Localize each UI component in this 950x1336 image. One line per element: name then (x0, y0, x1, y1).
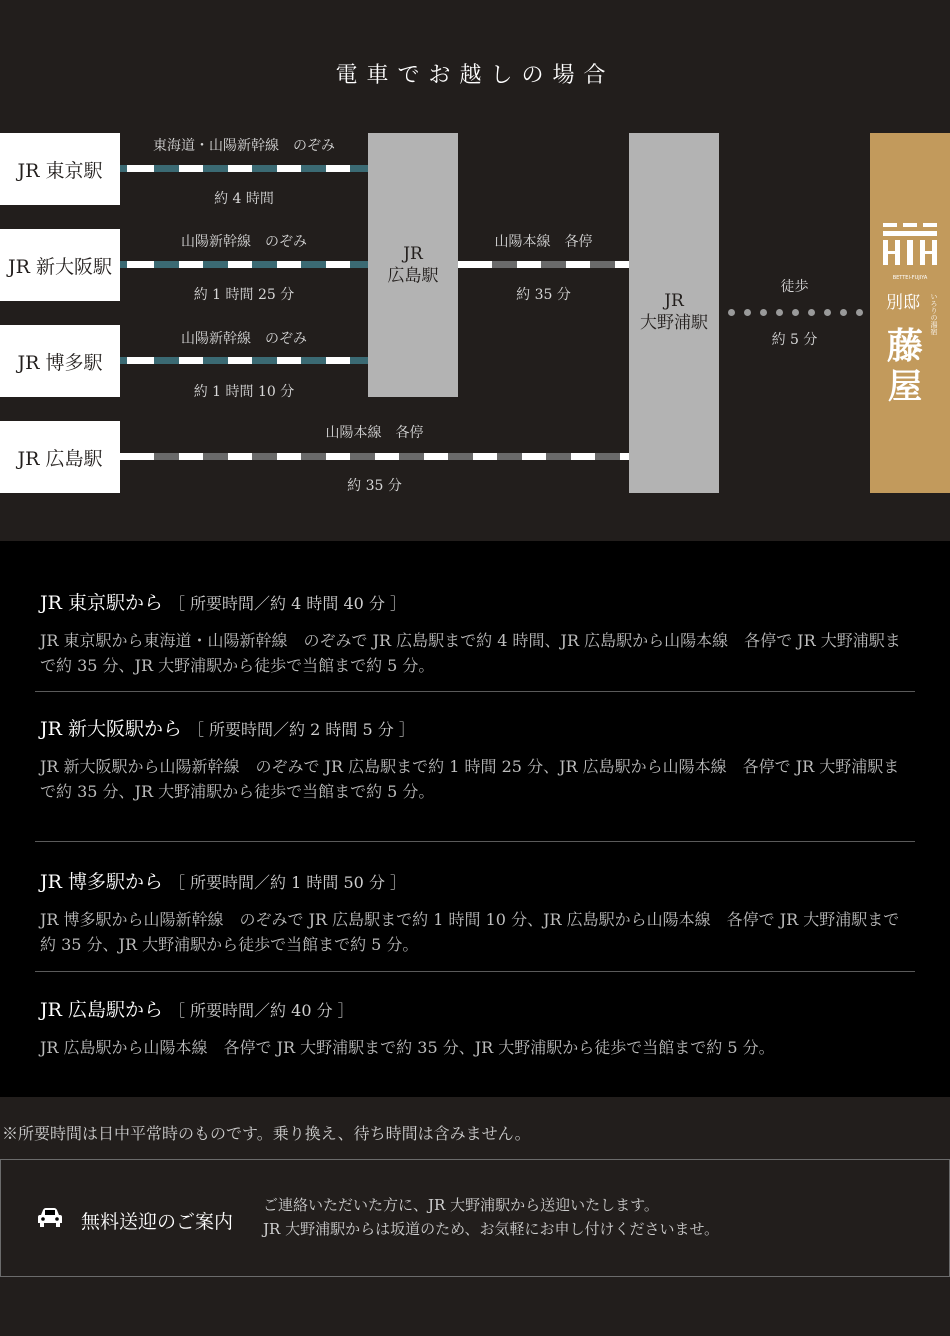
route-from: JR 新大阪駅から (40, 718, 182, 740)
segment-label-time: 約 35 分 (516, 287, 571, 303)
hub-hiroshima-line2: 広島駅 (387, 266, 439, 286)
route-description: JR 広島駅から山陽本線 各停で JR 大野浦駅まで約 35 分、JR 大野浦駅から徒歩で当館まで約 5 分。 (40, 1038, 775, 1057)
segment-label-time: 約 1 時間 25 分 (193, 287, 295, 303)
hotel-emblem-icon (870, 133, 950, 493)
route-description: JR 新大阪駅から山陽新幹線 のぞみで JR 広島駅まで約 1 時間 25 分、JR 広島駅から山陽本線 各停で JR 大野浦駅まで約 35 分、JR 大野浦駅から徒歩で当館まで約 5 分。 (40, 757, 900, 801)
segment-label-line: 山陽新幹線 のぞみ (181, 331, 307, 347)
hotel-name-ya: 屋 (888, 367, 922, 407)
rail-local (458, 261, 629, 268)
hub-onoura-line1: JR (664, 291, 684, 311)
origin-shin-osaka: JR 新大阪駅 (0, 229, 120, 301)
walk-path-dots (719, 309, 870, 317)
route-heading (40, 588, 406, 615)
segment-label-line: 東海道・山陽新幹線 のぞみ (153, 138, 335, 154)
route-from: JR 博多駅から (40, 871, 163, 893)
hotel-prefix: 別邸 (886, 293, 920, 313)
hub-hiroshima-line1: JR (403, 244, 423, 264)
origin-hakata: JR 博多駅 (0, 325, 120, 397)
segment-label-line: 山陽本線 各停 (494, 234, 593, 250)
walk-time: 約 5 分 (771, 332, 818, 348)
hotel-name-fuji: 藤 (886, 325, 924, 367)
route-directions (0, 541, 950, 1097)
route-duration: ［ 所要時間／約 2 時間 5 分 ］ (187, 720, 415, 739)
walk-label: 徒歩 (780, 279, 809, 295)
shuttle-description (263, 1193, 719, 1241)
segment-label-time: 約 35 分 (347, 478, 402, 494)
hotel-subtitle: いろりの湯宿 (930, 293, 938, 335)
shuttle-title: 無料送迎のご案内 (81, 1211, 234, 1233)
rail-shinkansen (120, 165, 368, 172)
route-duration: ［ 所要時間／約 1 時間 50 分 ］ (168, 873, 407, 892)
time-note: ※所要時間は日中平常時のものです。乗り換え、待ち時間は含みません。 (2, 1124, 531, 1143)
hub-onoura-line2: 大野浦駅 (640, 313, 708, 333)
shuttle-info (0, 1159, 950, 1277)
route-heading (40, 714, 415, 741)
segment-label-time: 約 4 時間 (214, 191, 274, 207)
divider (35, 691, 915, 692)
segment-label-time: 約 1 時間 10 分 (193, 384, 295, 400)
rail-local (120, 453, 629, 460)
rail-shinkansen (120, 357, 368, 364)
route-description: JR 東京駅から東海道・山陽新幹線 のぞみで JR 広島駅まで約 4 時間、JR 広島駅から山陽本線 各停で JR 大野浦駅まで約 35 分、JR 大野浦駅から徒歩で当館まで約 5 分。 (40, 631, 901, 675)
car-icon (38, 1208, 62, 1228)
hub-onoura-station (629, 133, 719, 493)
route-from: JR 東京駅から (40, 592, 163, 614)
shuttle-line: ご連絡いただいた方に、JR 大野浦駅から送迎いたします。 (263, 1196, 659, 1214)
divider (35, 971, 915, 972)
hub-hiroshima-station (368, 133, 458, 397)
diagram-title: 電車でお越しの場合 (335, 63, 615, 88)
hotel-logo (870, 133, 950, 493)
origin-tokyo: JR 東京駅 (0, 133, 120, 205)
rail-shinkansen (120, 261, 368, 268)
route-from: JR 広島駅から (40, 999, 163, 1021)
divider (35, 841, 915, 842)
shuttle-line: JR 大野浦駅からは坂道のため、お気軽にお申し付けくださいませ。 (263, 1220, 720, 1238)
route-duration: ［ 所要時間／約 4 時間 40 分 ］ (168, 594, 407, 613)
hotel-romaji: BETTEI-FUJIYA (892, 275, 928, 281)
origin-hiroshima: JR 広島駅 (0, 421, 120, 493)
route-heading (40, 867, 406, 894)
segment-label-line: 山陽本線 各停 (325, 425, 424, 441)
route-duration: ［ 所要時間／約 40 分 ］ (168, 1001, 354, 1020)
route-heading (40, 995, 354, 1022)
segment-label-line: 山陽新幹線 のぞみ (181, 234, 307, 250)
route-diagram (0, 0, 950, 541)
route-description: JR 博多駅から山陽新幹線 のぞみで JR 広島駅まで約 1 時間 10 分、JR 広島駅から山陽本線 各停で JR 大野浦駅まで約 35 分、JR 大野浦駅から徒歩で当館まで約 5 分。 (40, 910, 900, 954)
